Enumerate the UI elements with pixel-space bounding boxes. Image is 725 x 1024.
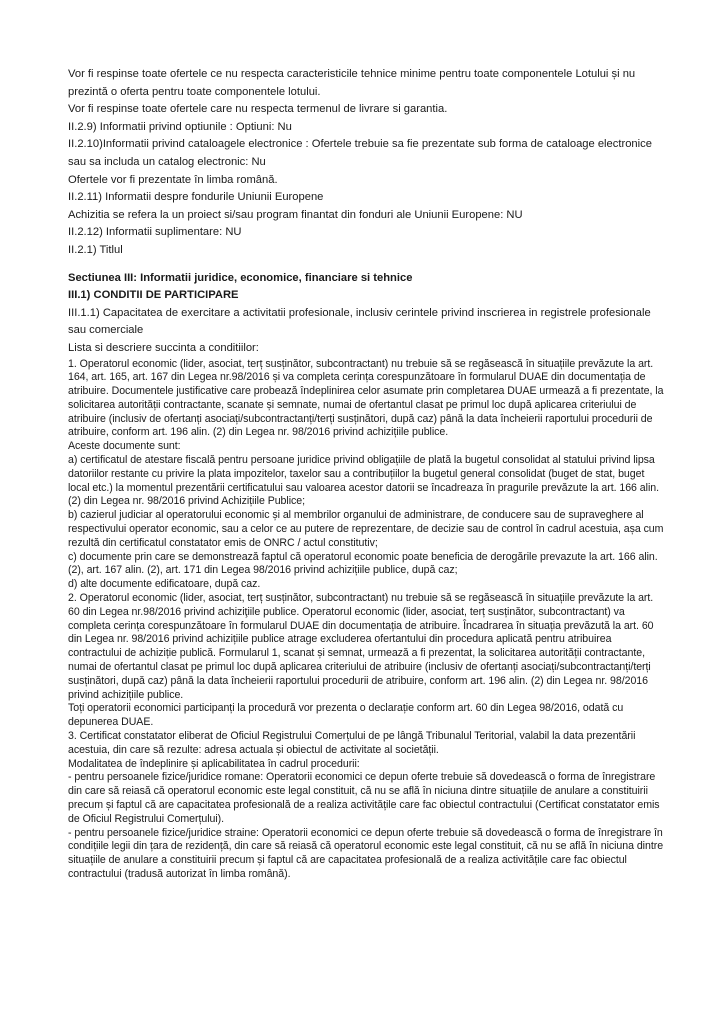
condition-paragraph: a) certificatul de atestare fiscală pentru persoane juridice privind obligațiile de plată la bugetul consolidat al statului privind lipsa datoriilor restante cu privire la plata impozitelor, taxelor sau a contribuțiilor la bugetul general consolidat (buget de stat, buget local etc.) la momentul prezentării certificatului sau valoarea acestor datorii se încadreaza în pragurile prevăzute la art. 166 alin. (2) din Legea nr. 98/2016 privind Achizițiile Publice;: [68, 454, 659, 508]
condition-paragraph: Modalitatea de îndeplinire și aplicabilitatea în cadrul procedurii:: [68, 757, 360, 770]
intro-paragraph: Achizitia se refera la un proiect si/sau program finantat din fonduri ale Uniunii Europene: NU: [68, 208, 523, 221]
intro-block: [68, 66, 665, 358]
condition-paragraph: b) cazierul judiciar al operatorului economic și al membrilor organului de administrare, de conducere sau de supraveghere al respectivului operator economic, sau a celor ce au putere de reprezentare, de decizie sau de control în cadrul acestuia, așa cum rezultă din certificatul constatator emis de ONRC / actul constitutiv;: [68, 509, 664, 549]
capacity-paragraph: Lista si descriere succinta a conditiilor:: [68, 341, 259, 354]
intro-paragraph: II.2.11) Informatii despre fondurile Uniunii Europene: [68, 191, 324, 204]
condition-paragraph: d) alte documente edificatoare, după caz.: [68, 578, 261, 591]
condition-paragraph: - pentru persoanele fizice/juridice romane: Operatorii economici ce depun oferte trebuie să dovedească o forma de înregistrare din care să reiasă că operatorul economic este legal constituit, că nu se află în niciuna dintre situațiile de anulare a constituirii precum și faptul că are capacitatea profesională de a realiza activitățile care fac obiectul contractului (Certificat constatator emis de Oficiul Registrului Comerțului).: [68, 771, 660, 825]
intro-paragraph: II.2.12) Informatii suplimentare: NU: [68, 226, 242, 239]
intro-paragraph: Ofertele vor fi prezentate în limba română.: [68, 173, 278, 186]
condition-paragraph: 3. Certificat constatator eliberat de Oficiul Registrului Comerțului de pe lângă Tribunalul Teritorial, valabil la data prezentării acestuia, din care să rezulte: adresa actuala și obiectul de activitate al societății.: [68, 730, 636, 756]
condition-paragraph: 1. Operatorul economic (lider, asociat, terț susținător, subcontractant) nu trebuie să se regăsească în situațiile prevăzute la art. 164, art. 165, art. 167 din Legea nr.98/2016 și va completa cerința corespunzătoare în formularul DUAE din documentația de atribuire. Documentele justificative care probează îndeplinirea celor asumate prin completarea DUAE urmează a fi prezentate, la solicitarea autorității contractante, scanate și semnate, numai de ofertantul clasat pe primul loc după aplicarea criteriului de atribuire (inclusiv de ofertanți asociați/subcontractanți/terți susținători, după caz) până la data încheierii raportului procedurii de atribuire, conform art. 196 alin. (2) din Legea nr. 98/2016 privind achizițiile publice.: [68, 357, 664, 439]
capacity-paragraph: III.1.1) Capacitatea de exercitare a activitatii profesionale, inclusiv cerintele privind inscrierea in registrele profesionale sau comerciale: [68, 306, 651, 337]
condition-paragraph: Aceste documente sunt:: [68, 440, 181, 453]
subsection-title: III.1) CONDITII DE PARTICIPARE: [68, 289, 239, 302]
intro-paragraph: Vor fi respinse toate ofertele care nu respecta termenul de livrare si garantia.: [68, 103, 448, 116]
condition-paragraph: c) documente prin care se demonstrează faptul că operatorul economic poate beneficia de derogările prevazute la art. 166 alin. (2), art. 167 alin. (2), art. 171 din Legea 98/2016 privind achizițiile publice, după caz;: [68, 550, 658, 577]
intro-paragraph: II.2.9) Informatii privind optiunile : Optiuni: Nu: [68, 120, 292, 133]
conditions-block: [68, 358, 665, 882]
condition-paragraph: - pentru persoanele fizice/juridice straine: Operatorii economici ce depun oferte trebuie să dovedească o forma de înregistrare în condițiile legii din țara de rezidență, din care să reiasă că operatorul economic este legal constituit, că nu se află în niciuna dintre situațiile de anulare a constituirii precum și faptul că are capacitatea profesională de a realiza activitățile care fac obiectul contractului (tradusă autorizat în limba română).: [68, 826, 664, 880]
condition-paragraph: 2. Operatorul economic (lider, asociat, terț susținător, subcontractant) nu trebuie să se regăsească în situațiile prevăzute la art. 60 din Legea nr.98/2016 privind achiziţiile publice. Operatorul economic (lider, asociat, terț susținător, subcontractant) va completa cerința corespunzătoare în formularul DUAE din documentația de atribuire. Încadrarea în situația prevăzută la art. 60 din Legea nr. 98/2016 privind achizițiile publice atrage excluderea ofertantului din procedura aplicată pentru atribuirea contractului de achiziție publică. Formularul 1, scanat și semnat, urmează a fi prezentat, la solicitarea autorității contractante, numai de ofertantul clasat pe primul loc după aplicarea criteriului de atribuire (inclusiv de ofertanți asociați/subcontractanți/terți susținători, după caz) până la data încheierii raportului procedurii de atribuire, conform art. 196 alin. (2) din Legea nr. 98/2016 privind achizițiile publice.: [68, 592, 654, 701]
condition-paragraph: Toți operatorii economici participanți la procedură vor prezenta o declarație conform art. 60 din Legea 98/2016, odată cu depunerea DUAE.: [68, 702, 624, 729]
intro-paragraph: II.2.10)Informatii privind cataloagele electronice : Ofertele trebuie sa fie prezentate sub forma de cataloage electronice sau sa includa un catalog electronic: Nu: [68, 138, 652, 168]
section-title: Sectiunea III: Informatii juridice, economice, financiare si tehnice: [68, 271, 413, 284]
intro-paragraph: Vor fi respinse toate ofertele ce nu respecta caracteristicile tehnice minime pentru toate componentele Lotului și nu prezintă o oferta pentru toate componentele lotului.: [68, 68, 636, 98]
intro-paragraph: II.2.1) Titlul: [68, 243, 123, 256]
